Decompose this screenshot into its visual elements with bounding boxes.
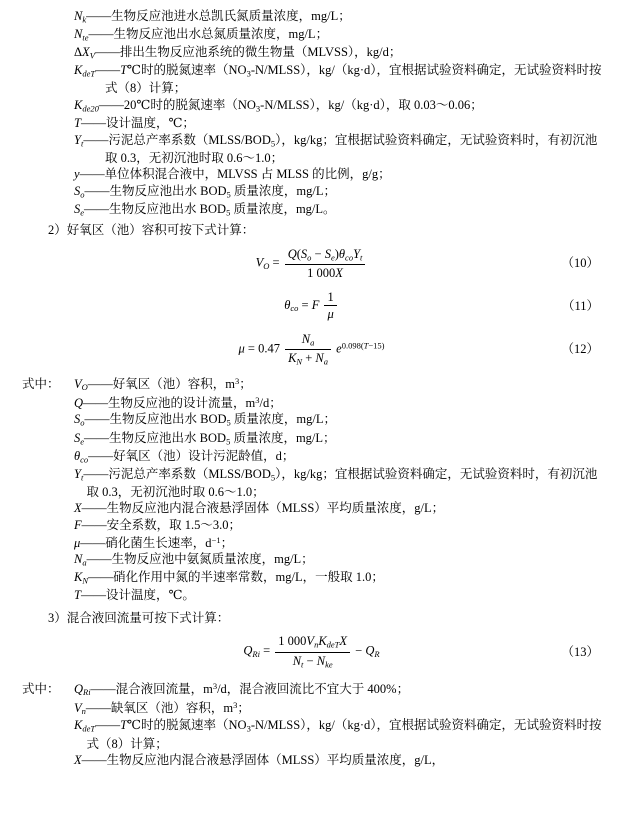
equation-number: （11） [561, 298, 599, 313]
definition-line: $N_k——$生物反应池进水总凯氏氮质量浓度，mg/L； [74, 9, 351, 25]
where-line: X——生物反应池内混合液悬浮固体（MLSS）平均质量浓度，g/L； [74, 501, 445, 516]
definition-line: $K_{deT}——T℃$时的脱氮速率$(NO_3-N/MLSS)$，kg/（kg·d），宜根据试验资料确定，无试验资料时按 [74, 63, 602, 79]
equation-10: $V_O$ = $\frac{Q(S_o - S_e)\theta_{co}Y_t}{1 000X}$ [256, 247, 368, 281]
where-line: $K_N——$硝化作用中氮的半速率常数，mg/L，一般取 1.0； [74, 570, 384, 586]
paragraph-item-3: 3）混合液回流量可按下式计算： [48, 610, 230, 625]
definition-list-top [22, 10, 601, 217]
definition-line: $S_e——$生物反应池出水 $BOD_5$ 质量浓度，mg/L。 [74, 202, 336, 218]
equation-number: （12） [561, 342, 599, 357]
where-line: X——生物反应池内混合液悬浮固体（MLSS）平均质量浓度，g/L， [74, 753, 445, 768]
where-line: μ——硝化菌生长速率，$d^{-1}$； [74, 534, 234, 550]
where-line: T——设计温度，℃。 [74, 588, 195, 603]
where-label: 式中： [22, 376, 60, 391]
where-line: Q——生物反应池的设计流量，$m^3/d$； [74, 394, 282, 410]
equation-10-row [22, 247, 601, 281]
equation-12: μ = 0.47 $\frac{N_a}{K_N + N_a}$ $e^{0.098(T-15)}$ [238, 331, 385, 367]
where-line: $\theta_{co}——$好氧区（池）设计污泥龄值，d； [74, 448, 295, 464]
definition-line: T——设计温度，℃； [74, 116, 195, 130]
where-line: 式中： $Q_{Ri}——$混合液回流量，$m^3/d$，混合液回流比不宜大于 400%； [22, 680, 410, 697]
where-line: 式中： $V_O——$好氧区（池）容积，$m^3$； [22, 376, 252, 393]
equation-11: $\theta_{co} = F$ $\frac{1}{\mu}$ [284, 290, 339, 322]
definition-line-cont: 取 0.3，无初沉池时取 0.6～1.0； [105, 150, 284, 165]
definition-line: $\Delta X_V——$排出生物反应池系统的微生物量（MLVSS），kg/d； [74, 45, 402, 61]
paragraph-item-2: 2）好氧区（池）容积可按下式计算： [48, 223, 255, 238]
definition-line: $Y_t——$污泥总产率系数$(MLSS/BOD_5)$，kg/kg；宜根据试验资料确定，无试验资料时，有初沉池 [74, 132, 598, 149]
equation-12-row [22, 332, 601, 367]
where-line: $K_{deT}——T℃$时的脱氮速率$(NO_3-N/MLSS)$，kg/（kg·d），宜根据试验资料确定，无试验资料时按 [74, 718, 602, 734]
equation-11-row [22, 290, 601, 322]
where-line-cont: 式（8）计算； [74, 736, 168, 751]
where-block-2 [22, 682, 601, 767]
where-line: $S_o——$生物反应池出水 $BOD_5$ 质量浓度，mg/L； [74, 412, 336, 428]
where-line-cont: 取 0.3，无初沉池时取 0.6～1.0； [74, 484, 265, 499]
definition-line: $K_{de20}——20℃$时的脱氮速率$(NO_3-N/MLSS)$，kg/（kg·d），取 0.03～0.06； [74, 97, 483, 114]
where-line: F——安全系数，取 1.5～3.0； [74, 518, 242, 533]
equation-number: （13） [561, 644, 599, 659]
equation-number: （10） [561, 256, 599, 271]
definition-line: y——单位体积混合液中，MLVSS 占 MLSS 的比例，g/g； [74, 167, 391, 182]
definition-line-cont: 式（8）计算； [105, 81, 187, 96]
equation-13: $Q_{Ri}$ = $\frac{1 000V_nK_{deT}X}{N_t - N_{ke}}$ − $Q_R$ [243, 634, 380, 669]
definition-line: $S_o——$生物反应池出水 $BOD_5$ 质量浓度，mg/L； [74, 184, 336, 200]
where-line: $S_e——$生物反应池出水 $BOD_5$ 质量浓度，mg/L； [74, 430, 336, 446]
where-block-1 [22, 377, 601, 602]
where-line: $V_n——$缺氧区（池）容积，$m^3$； [74, 699, 250, 716]
where-line: $Y_t——$污泥总产率系数$(MLSS/BOD_5)$，kg/kg；宜根据试验资料确定，无试验资料时，有初沉池 [74, 466, 598, 483]
equation-13-row [22, 634, 601, 669]
where-line: $N_a——$生物反应池中氨氮质量浓度，mg/L； [74, 552, 314, 568]
definition-line: $N_{te}——$生物反应池出水总氮质量浓度，mg/L； [74, 27, 329, 43]
